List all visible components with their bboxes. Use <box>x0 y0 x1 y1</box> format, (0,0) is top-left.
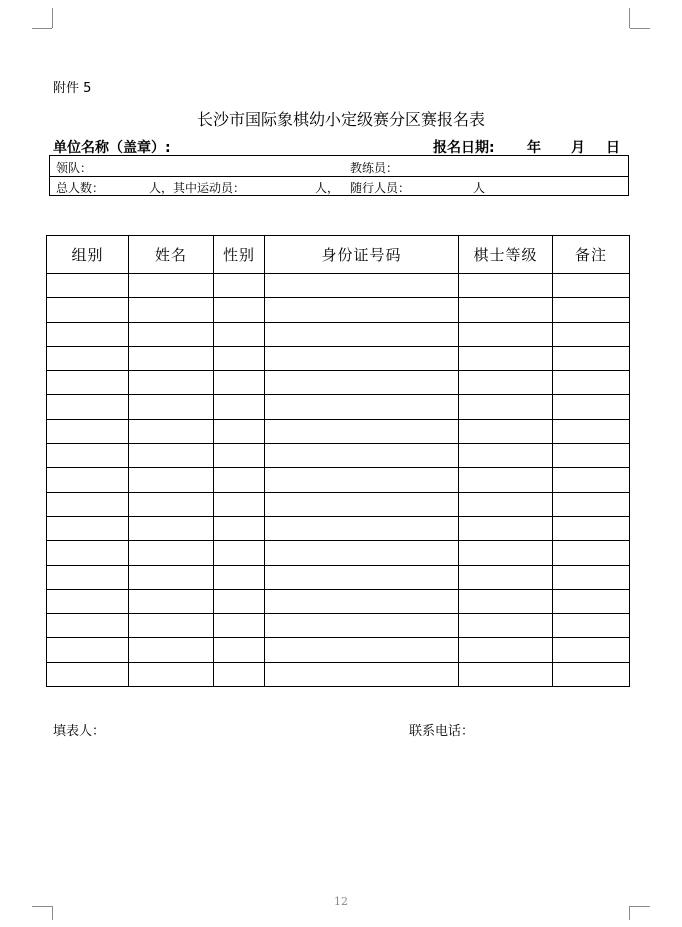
table-cell[interactable] <box>459 371 553 395</box>
header-group: 组别 <box>47 236 129 274</box>
table-cell[interactable] <box>129 274 214 298</box>
total-count-label: 总人数： <box>56 181 105 195</box>
table-row <box>47 565 630 589</box>
filler-label: 填表人： <box>53 724 106 739</box>
table-cell[interactable] <box>265 298 459 322</box>
table-cell[interactable] <box>553 468 630 492</box>
table-cell[interactable] <box>129 516 214 540</box>
header-gender: 性别 <box>214 236 265 274</box>
leader-label: 领队： <box>56 161 93 175</box>
header-chess-grade: 棋士等级 <box>459 236 553 274</box>
table-cell[interactable] <box>265 419 459 443</box>
table-header-row <box>47 236 630 274</box>
companions-unit: 人 <box>473 181 486 195</box>
registration-table <box>46 235 630 687</box>
table-cell[interactable] <box>459 662 553 686</box>
table-cell[interactable] <box>265 322 459 346</box>
table-row <box>47 395 630 419</box>
page-number: 12 <box>334 895 348 908</box>
table-cell[interactable] <box>459 322 553 346</box>
table-cell[interactable] <box>553 516 630 540</box>
header-name: 姓名 <box>129 236 214 274</box>
table-cell[interactable] <box>265 492 459 516</box>
table-cell[interactable] <box>553 492 630 516</box>
table-cell[interactable] <box>459 565 553 589</box>
table-cell[interactable] <box>129 662 214 686</box>
table-cell[interactable] <box>129 395 214 419</box>
table-cell[interactable] <box>214 274 265 298</box>
table-cell[interactable] <box>459 541 553 565</box>
table-cell[interactable] <box>459 614 553 638</box>
table-row <box>47 589 630 613</box>
table-cell[interactable] <box>214 541 265 565</box>
table-cell[interactable] <box>553 662 630 686</box>
table-cell[interactable] <box>47 565 129 589</box>
table-cell[interactable] <box>214 589 265 613</box>
table-cell[interactable] <box>214 565 265 589</box>
table-cell[interactable] <box>129 614 214 638</box>
table-cell[interactable] <box>265 565 459 589</box>
table-row <box>47 371 630 395</box>
info-divider <box>50 176 628 177</box>
table-cell[interactable] <box>459 274 553 298</box>
athletes-label: 人，其中运动员： <box>149 181 246 195</box>
coach-label: 教练员： <box>350 161 399 175</box>
table-cell[interactable] <box>47 541 129 565</box>
team-info-box <box>49 155 629 196</box>
table-cell[interactable] <box>553 371 630 395</box>
table-cell[interactable] <box>459 395 553 419</box>
table-cell[interactable] <box>265 346 459 370</box>
date-year: 年 <box>527 140 541 156</box>
table-cell[interactable] <box>459 346 553 370</box>
table-row <box>47 662 630 686</box>
table-cell[interactable] <box>47 444 129 468</box>
attachment-label: 附件 5 <box>53 81 92 96</box>
table-cell[interactable] <box>47 492 129 516</box>
table-cell[interactable] <box>459 419 553 443</box>
table-body <box>47 274 630 687</box>
table-cell[interactable] <box>47 662 129 686</box>
table-cell[interactable] <box>265 614 459 638</box>
table-cell[interactable] <box>129 322 214 346</box>
crop-mark-top-left-h <box>32 28 52 29</box>
table-row <box>47 468 630 492</box>
table-row <box>47 638 630 662</box>
table-cell[interactable] <box>214 516 265 540</box>
table-cell[interactable] <box>459 298 553 322</box>
table-cell[interactable] <box>214 662 265 686</box>
table-cell[interactable] <box>47 371 129 395</box>
table-cell[interactable] <box>214 468 265 492</box>
unit-date-line <box>53 137 630 155</box>
table-cell[interactable] <box>47 419 129 443</box>
companions-label: 随行人员： <box>350 181 411 195</box>
table-cell[interactable] <box>459 492 553 516</box>
crop-mark-top-left-v <box>52 8 53 28</box>
form-title: 长沙市国际象棋幼小定级赛分区赛报名表 <box>196 110 485 129</box>
table-cell[interactable] <box>265 638 459 662</box>
table-cell[interactable] <box>553 419 630 443</box>
table-cell[interactable] <box>129 492 214 516</box>
table-cell[interactable] <box>214 492 265 516</box>
table-cell[interactable] <box>129 638 214 662</box>
table-cell[interactable] <box>129 541 214 565</box>
table-cell[interactable] <box>553 274 630 298</box>
table-row <box>47 346 630 370</box>
table-cell[interactable] <box>553 638 630 662</box>
table-cell[interactable] <box>129 565 214 589</box>
table-cell[interactable] <box>214 444 265 468</box>
date-month: 月 <box>571 140 585 156</box>
table-cell[interactable] <box>47 274 129 298</box>
crop-mark-bottom-left-v <box>52 906 53 920</box>
table-cell[interactable] <box>214 395 265 419</box>
table-cell[interactable] <box>214 371 265 395</box>
crop-mark-bottom-right-v <box>629 906 630 920</box>
table-cell[interactable] <box>553 346 630 370</box>
table-cell[interactable] <box>47 322 129 346</box>
table-row <box>47 492 630 516</box>
table-cell[interactable] <box>553 614 630 638</box>
table-cell[interactable] <box>129 346 214 370</box>
table-cell[interactable] <box>129 419 214 443</box>
table-cell[interactable] <box>47 516 129 540</box>
table-cell[interactable] <box>265 395 459 419</box>
registration-date-label: 报名日期: <box>433 140 495 156</box>
table-cell[interactable] <box>214 346 265 370</box>
table-cell[interactable] <box>265 516 459 540</box>
table-row <box>47 516 630 540</box>
athletes-unit: 人， <box>315 181 340 195</box>
crop-mark-top-right-v <box>629 8 630 28</box>
table-cell[interactable] <box>214 322 265 346</box>
table-cell[interactable] <box>459 444 553 468</box>
table-cell[interactable] <box>265 468 459 492</box>
table-cell[interactable] <box>129 371 214 395</box>
table-cell[interactable] <box>553 589 630 613</box>
table-cell[interactable] <box>47 395 129 419</box>
table-cell[interactable] <box>214 298 265 322</box>
unit-name-label: 单位名称（盖章）: <box>53 140 171 156</box>
table-cell[interactable] <box>459 468 553 492</box>
table-cell[interactable] <box>459 589 553 613</box>
table-cell[interactable] <box>47 346 129 370</box>
table-cell[interactable] <box>47 298 129 322</box>
table-row <box>47 298 630 322</box>
crop-mark-top-right-h <box>630 28 650 29</box>
contact-phone-label: 联系电话： <box>409 724 475 739</box>
table-cell[interactable] <box>265 541 459 565</box>
table-cell[interactable] <box>47 638 129 662</box>
table-cell[interactable] <box>265 589 459 613</box>
table-cell[interactable] <box>553 298 630 322</box>
header-remarks: 备注 <box>553 236 630 274</box>
table-cell[interactable] <box>553 565 630 589</box>
table-row <box>47 614 630 638</box>
table-row <box>47 322 630 346</box>
table-cell[interactable] <box>214 638 265 662</box>
table-cell[interactable] <box>553 322 630 346</box>
table-cell[interactable] <box>553 395 630 419</box>
table-cell[interactable] <box>265 274 459 298</box>
table-row <box>47 274 630 298</box>
table-cell[interactable] <box>47 468 129 492</box>
table-cell[interactable] <box>265 662 459 686</box>
table-cell[interactable] <box>553 541 630 565</box>
table-cell[interactable] <box>47 589 129 613</box>
table-cell[interactable] <box>265 444 459 468</box>
table-cell[interactable] <box>214 614 265 638</box>
table-cell[interactable] <box>553 444 630 468</box>
table-cell[interactable] <box>265 371 459 395</box>
header-id-number: 身份证号码 <box>265 236 459 274</box>
table-row <box>47 444 630 468</box>
table-cell[interactable] <box>129 298 214 322</box>
table-cell[interactable] <box>214 419 265 443</box>
table-cell[interactable] <box>47 614 129 638</box>
date-day: 日 <box>606 140 620 156</box>
table-row <box>47 419 630 443</box>
table-row <box>47 541 630 565</box>
table-cell[interactable] <box>129 589 214 613</box>
table-cell[interactable] <box>459 638 553 662</box>
table-cell[interactable] <box>459 516 553 540</box>
table-cell[interactable] <box>129 444 214 468</box>
table-cell[interactable] <box>129 468 214 492</box>
